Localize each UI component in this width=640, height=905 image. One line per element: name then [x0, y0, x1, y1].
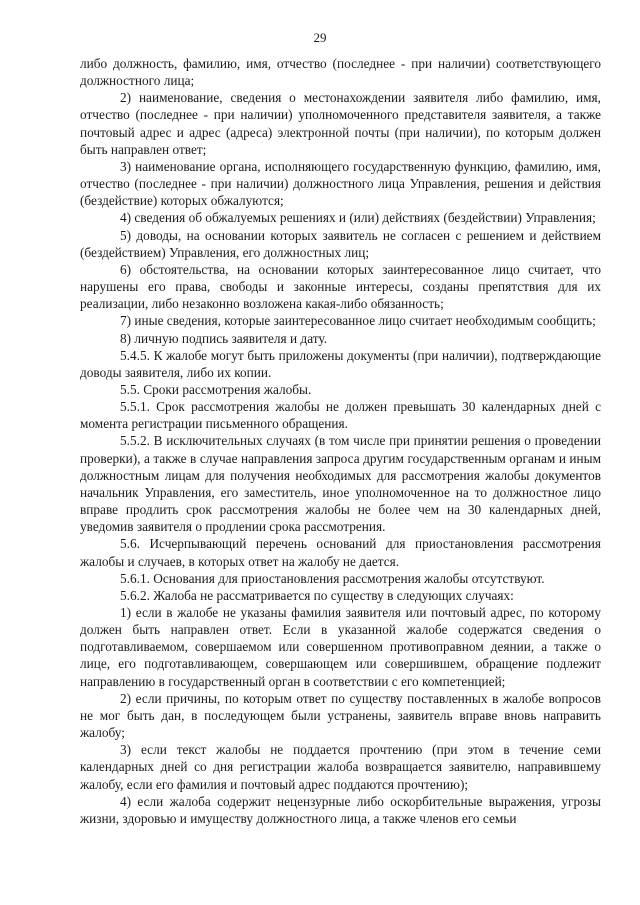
paragraph-item-5: 5) доводы, на основании которых заявитель не согласен с решением и действием (бездействием) Управления, его должностных лиц;: [80, 227, 601, 260]
paragraph-case-1: 1) если в жалобе не указаны фамилия заявителя или почтовый адрес, по которому должен быть направлен ответ. Если в указанной жалобе содержатся сведения о подготавливаемом, совершаемом или совершенном противоправном деянии, а также о лице, его подготавливающем, совершающем или совершившем, обращение подлежит направлению в государственный орган в соответствии с его компетенцией;: [80, 605, 601, 689]
document-body: [80, 55, 601, 827]
paragraph-item-4: 4) сведения об обжалуемых решениях и (или) действиях (бездействии) Управления;: [120, 210, 596, 226]
paragraph-5-4-5: 5.4.5. К жалобе могут быть приложены документы (при наличии), подтверждающие доводы заявителя, либо их копии.: [80, 347, 601, 380]
section-heading-5-5: 5.5. Сроки рассмотрения жалобы.: [120, 381, 312, 397]
paragraph-item-2: 2) наименование, сведения о местонахождении заявителя либо фамилию, имя, отчество (последнее - при наличии) уполномоченного представителя заявителя, а также почтовый адрес и адрес (адреса) электронной почты (при наличии), по которым должен быть направлен ответ;: [80, 90, 601, 157]
paragraph-5-6-2: 5.6.2. Жалоба не рассматривается по существу в следующих случаях:: [120, 587, 514, 603]
paragraph-item-6: 6) обстоятельства, на основании которых заинтересованное лицо считает, что нарушены его права, свободы и законные интересы, созданы препятствия для их реализации, либо незаконно возложена какая-либо обязанность;: [80, 261, 601, 312]
page-number: 29: [313, 30, 327, 45]
paragraph-case-2: 2) если причины, по которым ответ по существу поставленных в жалобе вопросов не мог быть дан, в последующем были устранены, заявитель вправе вновь направить жалобу;: [80, 690, 601, 741]
section-heading-5-6: 5.6. Исчерпывающий перечень оснований для приостановления рассмотрения жалобы и случаев, в которых ответ на жалобу не дается.: [80, 536, 601, 569]
paragraph-case-4: 4) если жалоба содержит нецензурные либо оскорбительные выражения, угрозы жизни, здоровью и имуществу должностного лица, а также членов его семьи: [80, 793, 601, 826]
paragraph-case-3: 3) если текст жалобы не поддается прочтению (при этом в течение семи календарных дней со дня регистрации жалоба возвращается заявителю, направившему жалобу, если его фамилия и почтовый адрес поддаются прочтению);: [80, 742, 601, 792]
paragraph-5-5-1: 5.5.1. Срок рассмотрения жалобы не должен превышать 30 календарных дней с момента регистрации письменного обращения.: [80, 399, 601, 432]
paragraph-item-8: 8) личную подпись заявителя и дату.: [120, 330, 328, 346]
paragraph-5-6-1: 5.6.1. Основания для приостановления рассмотрения жалобы отсутствуют.: [120, 570, 545, 586]
paragraph-item-3: 3) наименование органа, исполняющего государственную функцию, фамилию, имя, отчество (последнее - при наличии) должностного лица Управления, решения и действия (бездействие) которых обжалуются;: [80, 158, 601, 209]
paragraph-continuation: либо должность, фамилию, имя, отчество (последнее - при наличии) соответствующего должностного лица;: [80, 56, 601, 89]
paragraph-item-7: 7) иные сведения, которые заинтересованное лицо считает необходимым сообщить;: [120, 313, 596, 329]
paragraph-5-5-2: 5.5.2. В исключительных случаях (в том числе при принятии решения о проведении проверки), а также в случае направления запроса другим государственным органам и иным должностным лицам для получения необходимых для рассмотрения жалобы документов начальник Управления, его заместитель, иное уполномоченное на то должностное лицо вправе продлить срок рассмотрения жалобы не более чем на 30 календарных дней, уведомив заявителя о продлении срока рассмотрения.: [80, 433, 601, 535]
